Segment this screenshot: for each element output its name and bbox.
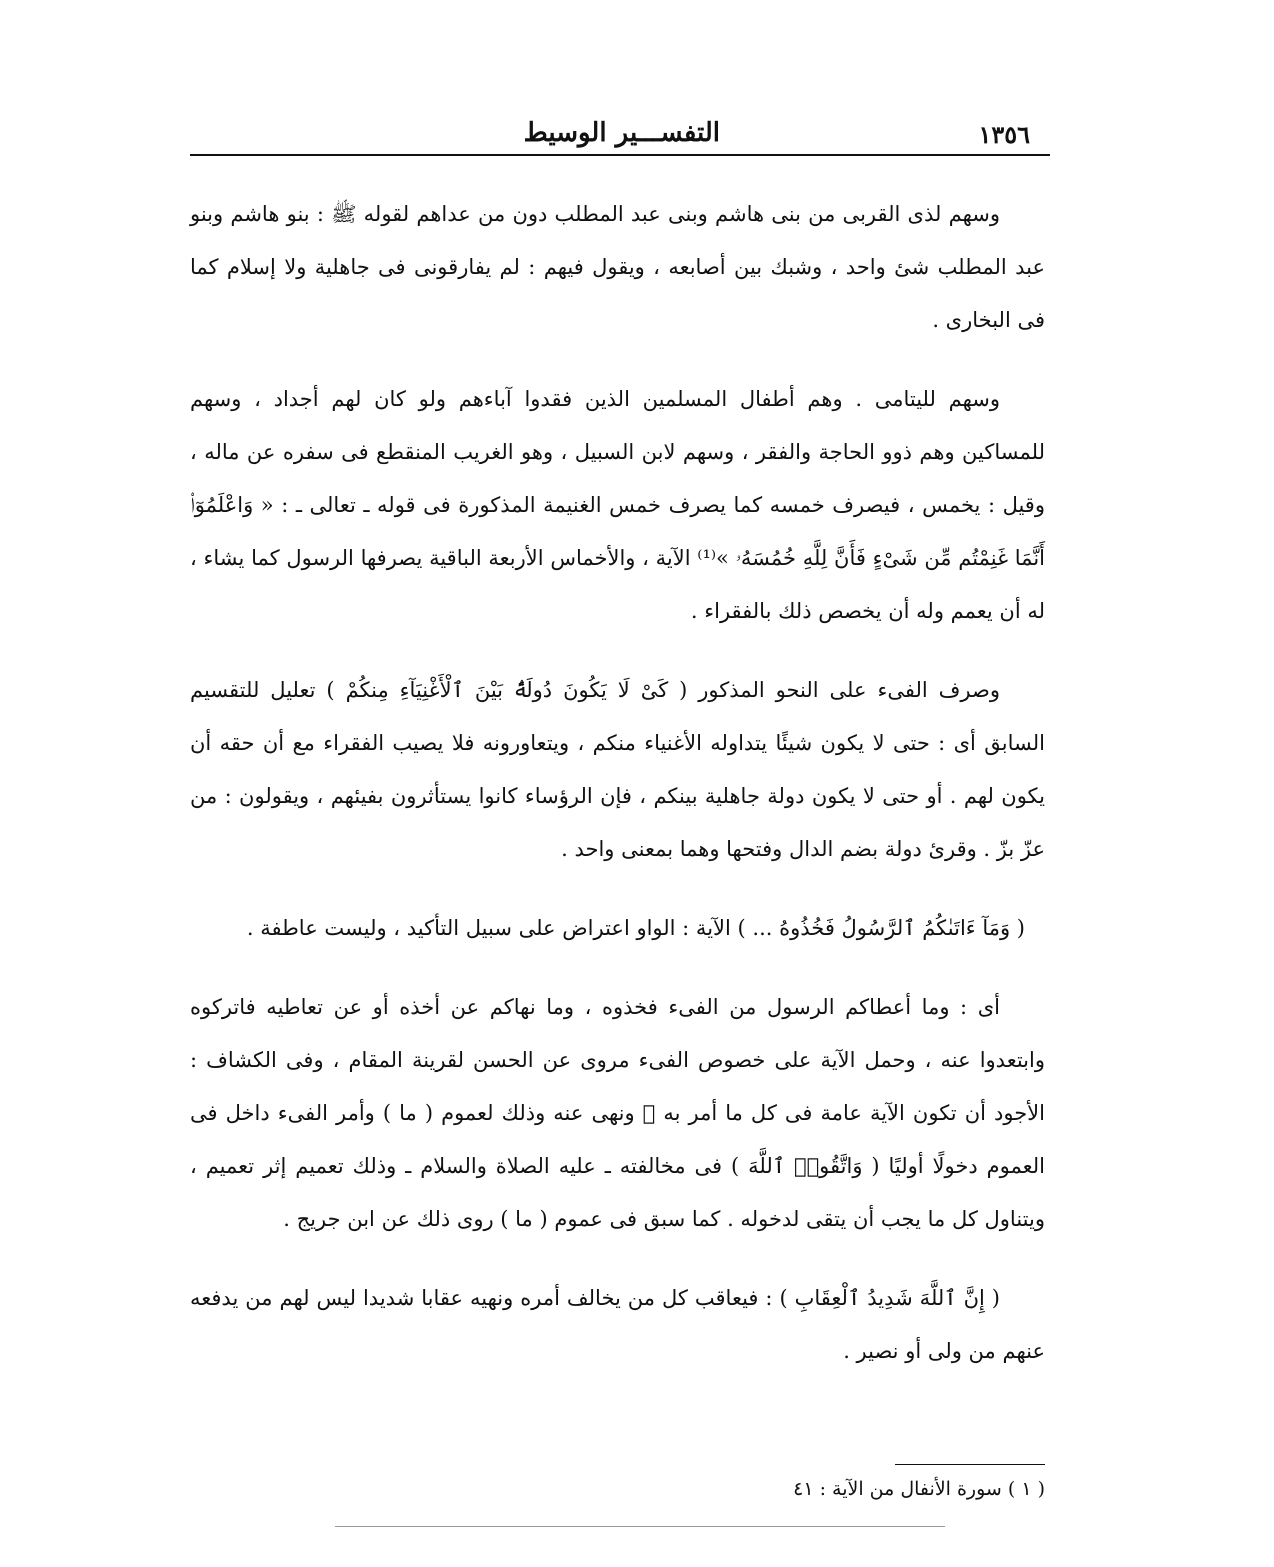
paragraph-dhawi-al-qurba: وسهم لذى القربى من بنى هاشم وبنى عبد المطلب دون من عداهم لقوله ﷺ : بنو هاشم وبنو عبد المطلب شئ واحد ، وشبك بين أصابعه ، ويقول فيهم : لم يفارقونى فى جاهلية ولا إسلام كما فى البخارى . [190, 202, 1045, 332]
paragraph-shadid-al-iqab: ( إِنَّ ٱللَّهَ شَدِيدُ ٱلْعِقَابِ ) : فيعاقب كل من يخالف أمره ونهيه عقابا شديدا ليس لهم من يدفعه عنهم من ولى أو نصير . [190, 1286, 1045, 1363]
paragraph-yatama: وسهم لليتامى . وهم أطفال المسلمين الذين فقدوا آباءهم ولو كان لهم أجداد ، وسهم للمساكين وهم ذوو الحاجة والفقر ، وسهم لابن السبيل ، وهو الغريب المنقطع فى سفره عن ماله ، وقيل : يخمس ، فيصرف خمسه كما يصرف خمس الغنيمة المذكورة فى قوله ـ تعالى ـ : « وَاعْلَمُوٓا۟ أَنَّمَا غَنِمْتُم مِّن شَىْءٍ فَأَنَّ لِلَّهِ خُمُسَهُۥ »⁽¹⁾ الآية ، والأخماس الأربعة الباقية يصرفها الرسول كما يشاء ، له أن يعمم وله أن يخصص ذلك بالفقراء . [190, 387, 1045, 623]
page-number: ١٣٥٦ [978, 120, 1030, 149]
paragraph-sarf-al-fay: وصرف الفىء على النحو المذكور ( كَىْ لَا يَكُونَ دُولَةًۢ بَيْنَ ٱلْأَغْنِيَآءِ مِنكُمْ ) تعليل للتقسيم السابق أى : حتى لا يكون شيئًا يتداوله الأغنياء منكم ، ويتعاورونه فلا يصيب الفقراء مع أن حقه أن يكون لهم . أو حتى لا يكون دولة جاهلية بينكم ، فإن الرؤساء كانوا يستأثرون بفيئهم ، ويقولون : من عزّ بزّ . وقرئ دولة بضم الدال وفتحها وهما بمعنى واحد . [190, 678, 1045, 861]
footnote-divider [895, 1464, 1045, 1465]
page-header [190, 112, 1050, 156]
page-bottom-line [335, 1526, 945, 1527]
body-text [190, 188, 1045, 1404]
footnote: ( ١ ) سورة الأنفال من الآية : ٤١ [793, 1478, 1045, 1500]
paragraph-wa-ma-atakum: ( وَمَآ ءَاتَىٰكُمُ ٱلرَّسُولُ فَخُذُوهُ ... ) الآية : الواو اعتراض على سبيل التأكيد ، وليست عاطفة . [246, 916, 1025, 940]
header-divider [190, 154, 1050, 156]
running-title: التفســـير الوسيط [523, 118, 720, 148]
paragraph-explanation: أى : وما أعطاكم الرسول من الفىء فخذوه ، وما نهاكم عن أخذه أو عن تعاطيه فاتركوه وابتعدوا عنه ، وحمل الآية على خصوص الفىء مروى عن الحسن لقرينة المقام ، وفى الكشاف : الأجود أن تكون الآية عامة فى كل ما أمر به ﷺ ونهى عنه وذلك لعموم ( ما ) وأمر الفىء داخل فى العموم دخولًا أوليًا ( وَاتَّقُوا۟ ٱللَّهَ ) فى مخالفته ـ عليه الصلاة والسلام ـ وذلك تعميم إثر تعميم ، ويتناول كل ما يجب أن يتقى لدخوله . كما سبق فى عموم ( ما ) روى ذلك عن ابن جريج . [190, 995, 1045, 1231]
